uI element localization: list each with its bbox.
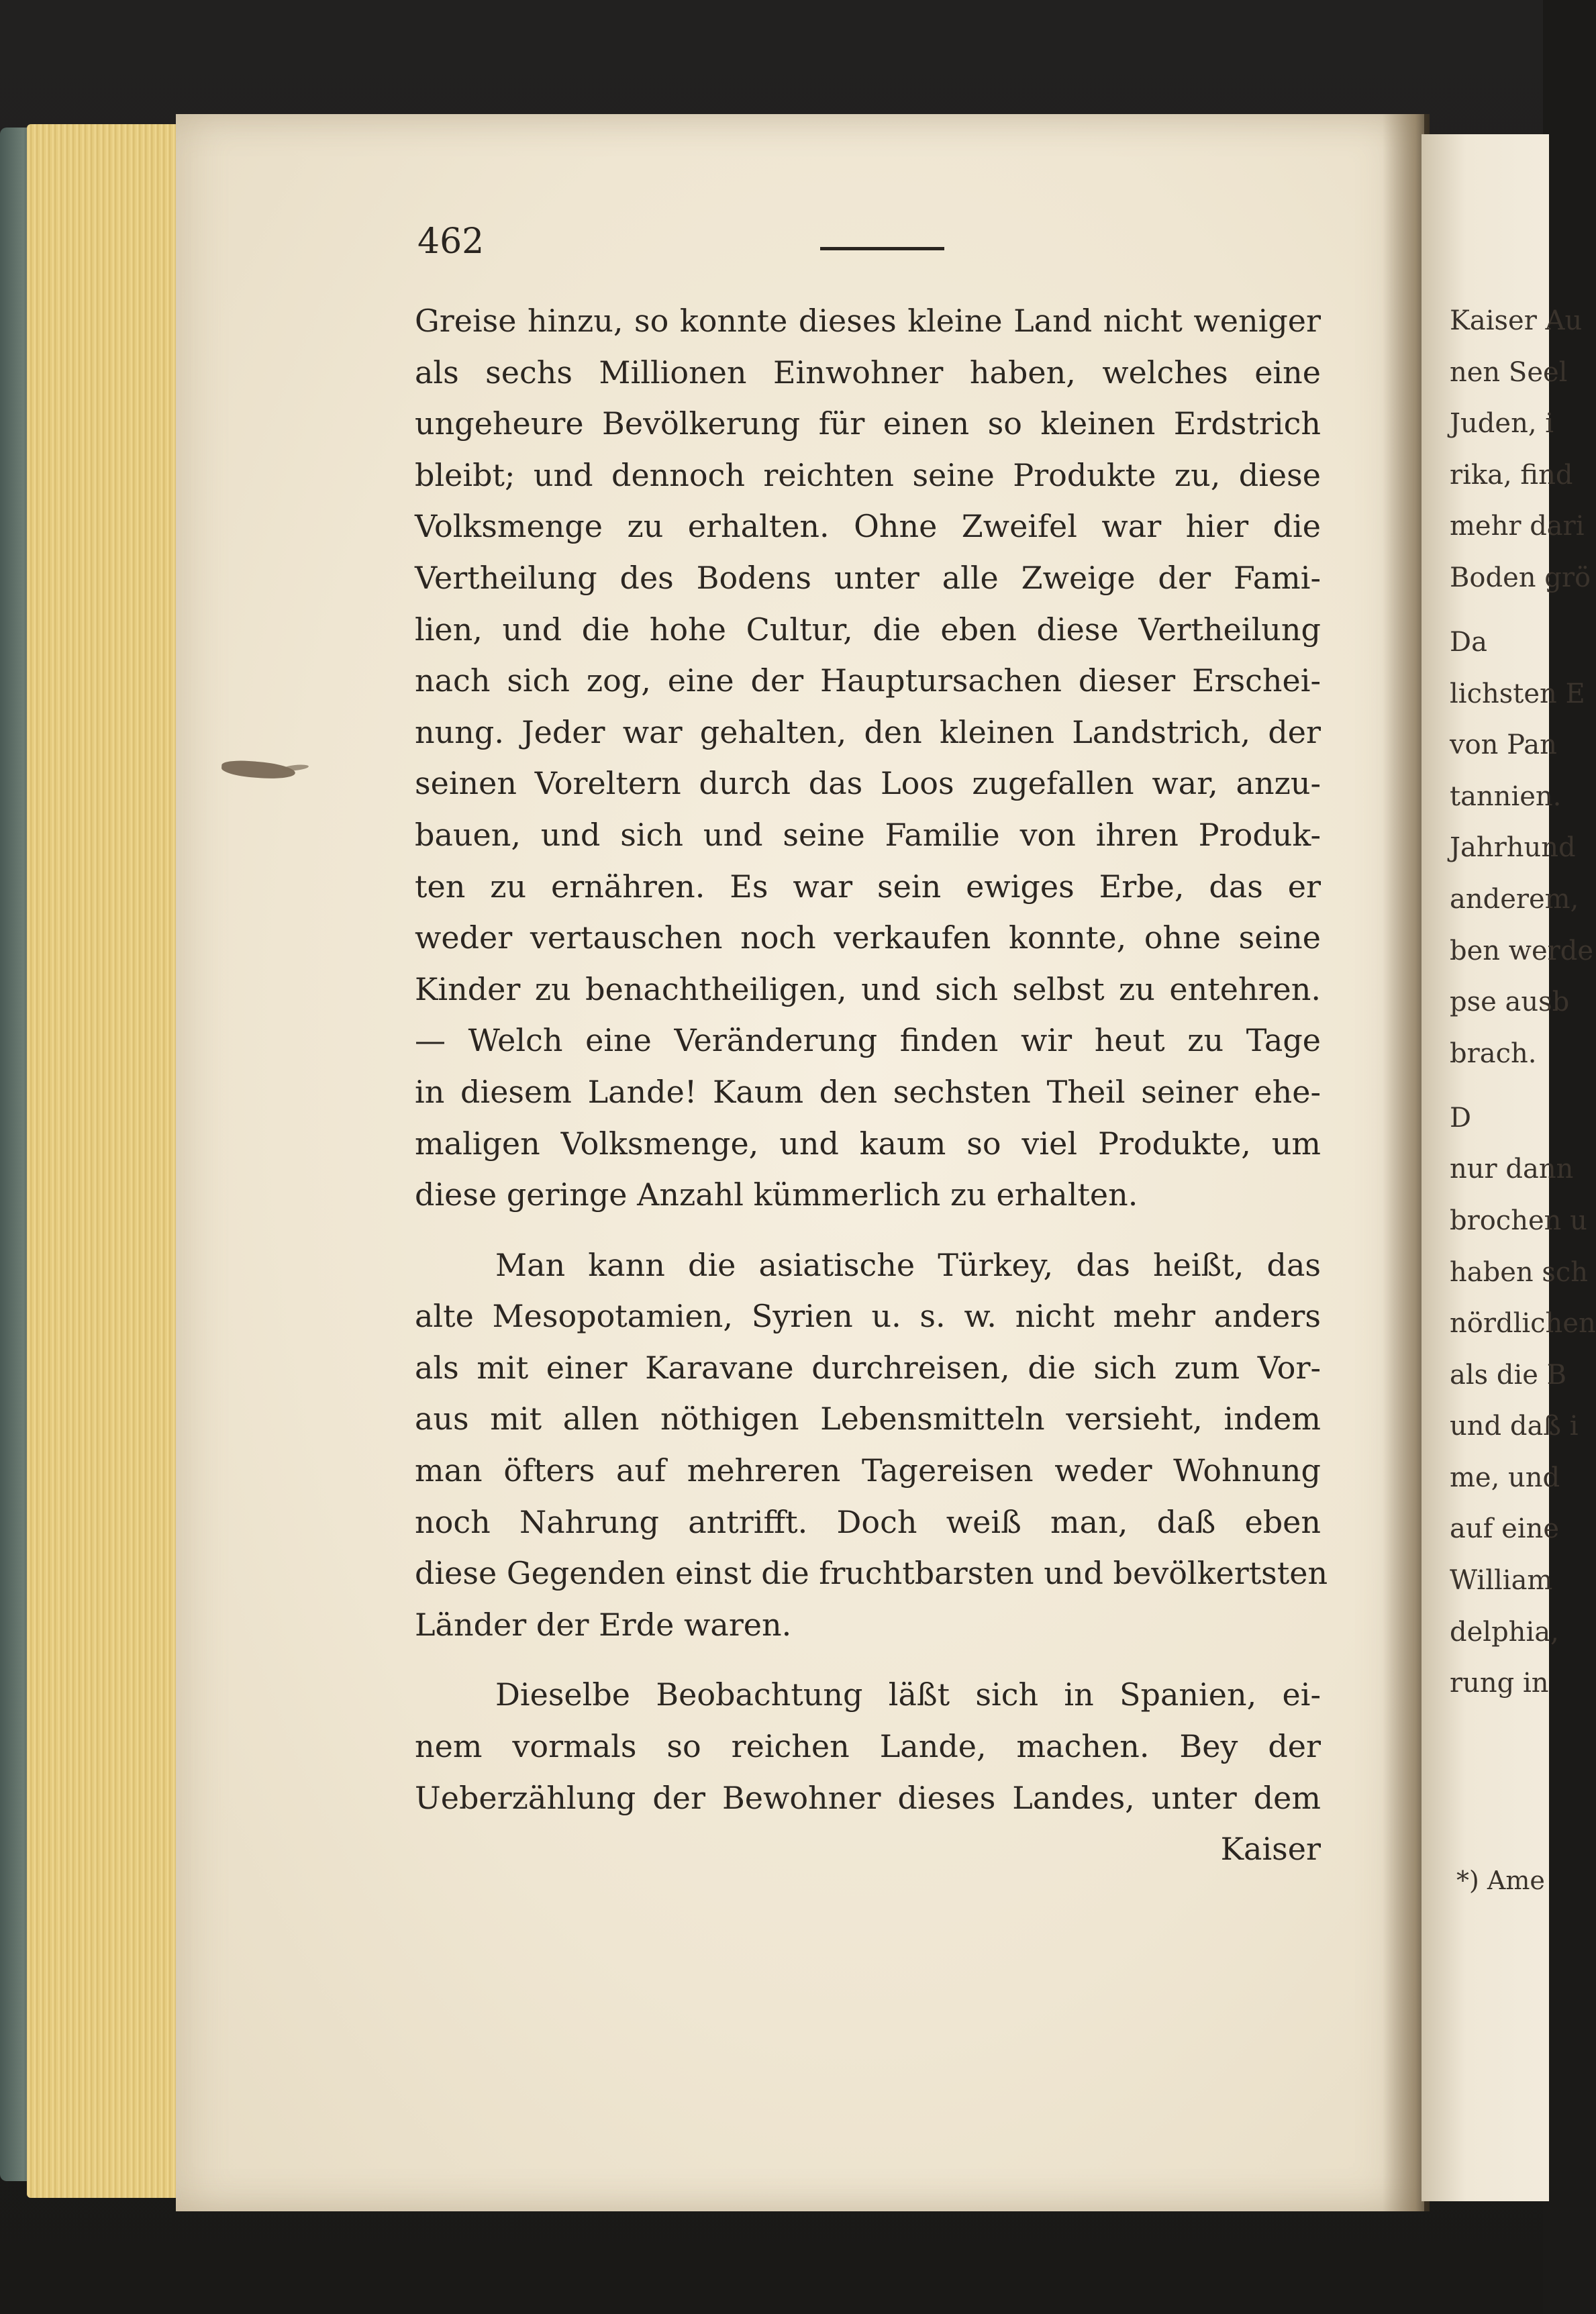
text-line: noch Nahrung antrifft. Doch weiß man, daß eben (415, 1503, 1321, 1540)
text-line: in diesem Lande! Kaum den sechsten Theil seiner ehe- (415, 1073, 1321, 1110)
facing-line: und daß i (1450, 1411, 1579, 1442)
text-line: als mit einer Karavane durchreisen, die sich zum Vor- (415, 1349, 1321, 1386)
facing-line: Jahrhund (1450, 832, 1576, 864)
facing-page-text (1450, 295, 1596, 1709)
facing-line: brochen u (1450, 1205, 1587, 1236)
facing-line: als die B (1450, 1359, 1567, 1391)
text-line: lien, und die hohe Cultur, die eben diese Vertheilung (415, 611, 1321, 648)
text-line: Volksmenge zu erhalten. Ohne Zweifel war hier die (415, 508, 1321, 545)
text-line: nung. Jeder war gehalten, den kleinen Landstrich, der (415, 713, 1321, 750)
text-line: Man kann die asiatische Türkey, das heißt, das (495, 1246, 1321, 1283)
facing-line: D (1450, 1102, 1472, 1134)
page-header (417, 221, 1344, 282)
text-line: nem vormals so reichen Lande, machen. Bey der (415, 1728, 1321, 1765)
text-line: man öfters auf mehreren Tagereisen weder Wohnung (415, 1452, 1321, 1489)
facing-line: von Pan (1450, 730, 1557, 761)
facing-line: ben werde (1450, 935, 1594, 966)
facing-footnote: *) Ame (1456, 1866, 1545, 1895)
facing-line: Boden grö (1450, 562, 1591, 593)
facing-line: Kaiser Au (1450, 305, 1583, 336)
text-line: maligen Volksmenge, und kaum so viel Produkte, um (415, 1125, 1321, 1162)
paragraph-gap (415, 1221, 1321, 1240)
facing-line: Da (1450, 626, 1487, 658)
facing-line: lichsten E (1450, 678, 1585, 709)
facing-line: haben sch (1450, 1256, 1589, 1288)
facing-line: pse ausb (1450, 987, 1570, 1018)
facing-line: tannien. (1450, 781, 1562, 812)
header-rule (820, 247, 944, 250)
text-line: bleibt; und dennoch reichten seine Produkte zu, diese (415, 456, 1321, 493)
text-line: Dieselbe Beobachtung läßt sich in Spanien, ei- (495, 1676, 1321, 1713)
text-line: — Welch eine Veränderung finden wir heut zu Tage (415, 1022, 1321, 1059)
text-line: als sechs Millionen Einwohner haben, welches eine (415, 354, 1321, 391)
facing-line: rung in (1450, 1668, 1549, 1699)
text-line: Kinder zu benachtheiligen, und sich selbst zu entehren. (415, 970, 1321, 1007)
facing-line: William (1450, 1565, 1553, 1597)
catchword: Kaiser (1220, 1831, 1321, 1868)
facing-line: me, und (1450, 1462, 1560, 1493)
facing-line: nur dann (1450, 1154, 1574, 1185)
text-line: ungeheure Bevölkerung für einen so kleinen Erdstrich (415, 405, 1321, 442)
text-line: bauen, und sich und seine Familie von ihren Produk- (415, 816, 1321, 853)
facing-line: mehr dari (1450, 511, 1585, 542)
facing-line: nördlichen (1450, 1308, 1596, 1340)
text-line: diese geringe Anzahl kümmerlich zu erhalten. (415, 1176, 1138, 1213)
facing-line: brach. (1450, 1038, 1537, 1069)
facing-line: Juden, i (1450, 408, 1554, 440)
text-line: Vertheilung des Bodens unter alle Zweige der Fami- (415, 559, 1321, 596)
text-line: Ueberzählung der Bewohner dieses Landes, unter dem (415, 1779, 1321, 1816)
text-line: Länder der Erde waren. (415, 1606, 792, 1643)
text-line: ten zu ernähren. Es war sein ewiges Erbe, das er (415, 868, 1321, 905)
page-edges (27, 124, 188, 2198)
text-line: aus mit allen nöthigen Lebensmitteln versieht, indem (415, 1401, 1321, 1438)
text-line: seinen Voreltern durch das Loos zugefallen war, anzu- (415, 765, 1321, 802)
facing-line: auf eine (1450, 1513, 1560, 1545)
text-line: weder vertauschen noch verkaufen konnte, ohne seine (415, 919, 1321, 956)
text-line: diese Gegenden einst die fruchtbarsten und bevölkertsten (415, 1555, 1328, 1592)
facing-line: anderem, (1450, 883, 1579, 915)
body-text (415, 295, 1328, 1875)
facing-line: nen Seel (1450, 356, 1568, 388)
paragraph-gap (415, 1650, 1321, 1669)
text-line: Greise hinzu, so konnte dieses kleine Land nicht weniger (415, 303, 1321, 339)
facing-line: rika, find (1450, 459, 1573, 491)
page-number: 462 (417, 221, 485, 262)
facing-line: delphia, (1450, 1616, 1559, 1648)
text-line: nach sich zog, eine der Hauptursachen dieser Erschei- (415, 662, 1321, 699)
text-line: alte Mesopotamien, Syrien u. s. w. nicht mehr anders (415, 1298, 1321, 1335)
